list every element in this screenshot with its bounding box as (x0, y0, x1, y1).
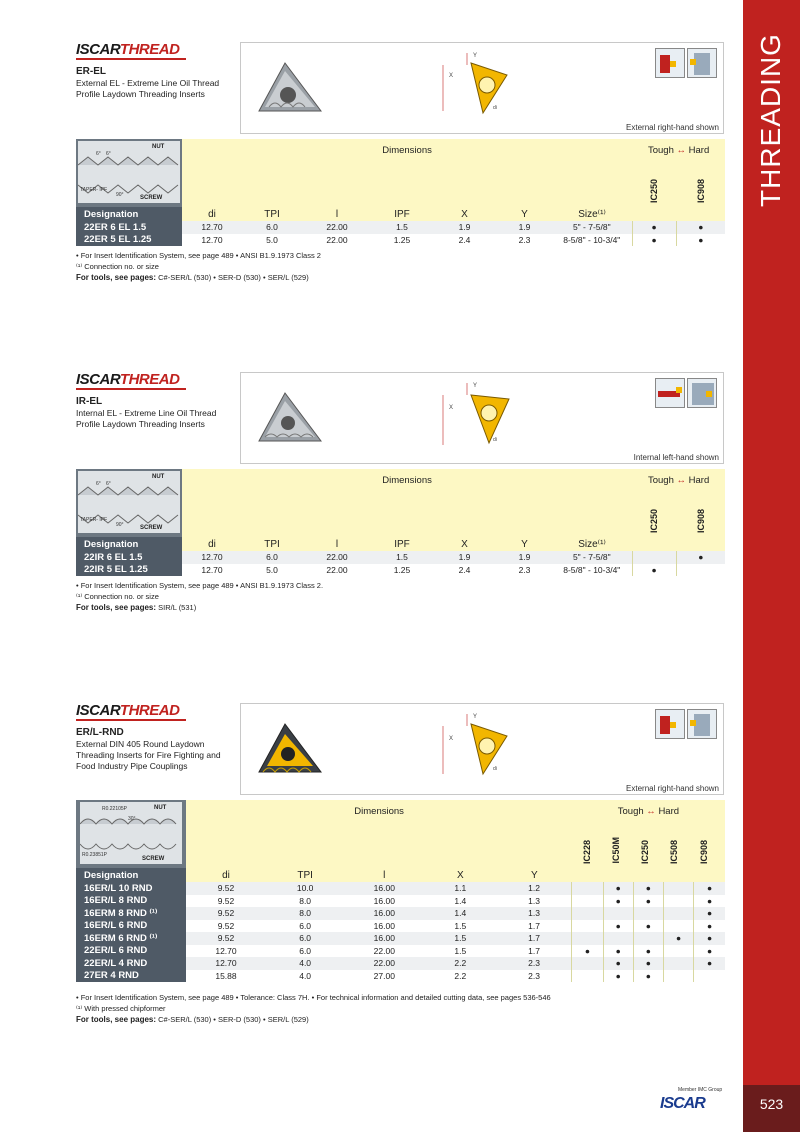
page-number: 523 (743, 1085, 800, 1132)
col-l: l (302, 207, 372, 221)
cell: 8.0 (266, 895, 345, 908)
availability-mark: ● (633, 882, 663, 895)
svg-text:di: di (493, 766, 497, 772)
svg-text:30°: 30° (128, 816, 136, 822)
col-di: di (182, 537, 242, 551)
tool-thumbnails (655, 709, 719, 741)
cell: 12.70 (182, 221, 242, 234)
tools-link[interactable]: C#-SER/L (530) • SER-D (530) • SER/L (529) (158, 273, 309, 282)
svg-text:SCREW: SCREW (142, 856, 165, 862)
product-panel (240, 703, 724, 795)
dimensions-header (182, 139, 632, 207)
cell: 1.9 (497, 221, 552, 234)
table-row (76, 221, 725, 234)
note-line: • For Insert Identification System, see page 489 • Tolerance: Class 7H. • For technical information and detailed cutting data, see pages 536-546 (76, 993, 551, 1002)
grade-ic250: IC250 (649, 508, 660, 533)
svg-text:SCREW: SCREW (140, 525, 163, 531)
cell: 15.88 (186, 970, 265, 983)
availability-mark: ● (603, 957, 633, 970)
cell: 1.4 (424, 907, 497, 920)
table-row (76, 551, 725, 564)
availability-mark (603, 932, 633, 945)
tough-hard-scale: Tough ↔ Hard (647, 475, 710, 486)
availability-mark: ● (663, 932, 693, 945)
cell: 6.0 (242, 221, 302, 234)
table-row (76, 932, 725, 945)
cell: 9.52 (186, 907, 265, 920)
cell: 1.3 (497, 895, 572, 908)
col-x: X (432, 537, 497, 551)
svg-text:6°: 6° (106, 481, 111, 487)
availability-mark (633, 907, 663, 920)
availability-mark: ● (676, 551, 725, 564)
svg-text:90°: 90° (116, 522, 124, 528)
cell: 1.5 (372, 221, 432, 234)
brand-underline (76, 58, 186, 60)
availability-mark: ● (632, 221, 676, 234)
designation: 22ER 6 EL 1.5 (76, 221, 182, 234)
thumbnail-turning (655, 709, 685, 739)
svg-text:di: di (493, 437, 497, 443)
col-l: l (302, 537, 372, 551)
cell: 16.00 (345, 920, 424, 933)
designation-header: Designation (76, 537, 182, 551)
availability-mark: ● (694, 882, 725, 895)
cell: 22.00 (302, 234, 372, 247)
svg-text:TAPER- IPF: TAPER- IPF (80, 517, 108, 523)
cell: 16.00 (345, 882, 424, 895)
col-tpi: TPI (242, 537, 302, 551)
grade-ic228: IC228 (581, 839, 592, 864)
svg-text:Y: Y (473, 714, 478, 720)
designation: 22ER/L 6 RND (76, 945, 186, 958)
cell: 2.2 (424, 957, 497, 970)
cell: 1.2 (497, 882, 572, 895)
grade-ic908: IC908 (695, 508, 706, 533)
availability-mark (572, 970, 603, 983)
cell: 22.00 (302, 551, 372, 564)
cell: 2.3 (497, 564, 552, 577)
table-row (76, 957, 725, 970)
availability-mark: ● (603, 945, 633, 958)
cell: 16.00 (345, 895, 424, 908)
brand-underline (76, 388, 186, 390)
grade-header (632, 139, 725, 207)
cell: 1.7 (497, 945, 572, 958)
availability-mark (632, 551, 676, 564)
table-row (76, 564, 725, 577)
availability-mark (572, 920, 603, 933)
grade-ic908: IC908 (695, 178, 706, 203)
cell: 6.0 (242, 551, 302, 564)
svg-text:di: di (493, 105, 497, 111)
col-y: Y (497, 207, 552, 221)
tough-hard-scale: Tough ↔ Hard (647, 145, 710, 156)
grade-ic508: IC508 (669, 839, 680, 864)
availability-mark: ● (572, 945, 603, 958)
dimensions-header (182, 469, 632, 537)
availability-mark (572, 907, 603, 920)
thread-profile-image (76, 800, 186, 868)
availability-mark: ● (633, 895, 663, 908)
cell: 6.0 (266, 945, 345, 958)
thumbnail-boring (655, 378, 685, 408)
cell: 22.00 (345, 945, 424, 958)
thread-profile-image (76, 469, 182, 537)
thread-profile-diagram (78, 471, 180, 533)
grade-ic250: IC250 (640, 839, 651, 864)
availability-mark (663, 907, 693, 920)
availability-mark (572, 882, 603, 895)
designation: 16ER/L 10 RND (76, 882, 186, 895)
tough-hard-arrow: ↔ (676, 145, 686, 156)
dimensions-title: Dimensions (354, 806, 404, 817)
cell: 22.00 (302, 564, 372, 577)
table-row (76, 945, 725, 958)
insert-dimension-diagram (437, 710, 521, 782)
col-x: X (432, 207, 497, 221)
svg-text:6°: 6° (96, 481, 101, 487)
section-code: ER/L-RND (76, 727, 124, 738)
cell: 2.3 (497, 957, 572, 970)
designation: 16ERM 8 RND ⁽¹⁾ (76, 907, 186, 920)
availability-mark (663, 945, 693, 958)
availability-mark (663, 970, 693, 983)
col-ipf: IPF (372, 207, 432, 221)
availability-mark (572, 957, 603, 970)
cell: 9.52 (186, 895, 265, 908)
availability-mark: ● (603, 920, 633, 933)
svg-text:R0.22105P: R0.22105P (102, 806, 128, 812)
svg-text:6°: 6° (96, 151, 101, 157)
availability-mark (663, 895, 693, 908)
availability-mark: ● (633, 970, 663, 983)
table-row (76, 882, 725, 895)
cell: 12.70 (182, 564, 242, 577)
logo-word: ISCAR (660, 1095, 705, 1112)
cell: 5.0 (242, 234, 302, 247)
svg-text:X: X (449, 736, 454, 742)
cell: 4.0 (266, 970, 345, 983)
availability-mark: ● (676, 221, 725, 234)
section-code: ER-EL (76, 66, 106, 77)
availability-mark (663, 920, 693, 933)
thumbnail-turning (655, 48, 685, 78)
cell: 8.0 (266, 907, 345, 920)
col-tpi: TPI (242, 207, 302, 221)
cell: 1.5 (424, 932, 497, 945)
section-notes (76, 580, 736, 613)
col-size: Size⁽¹⁾ (552, 207, 632, 221)
availability-mark: ● (694, 895, 725, 908)
note-line: ⁽¹⁾ With pressed chipformer (76, 1004, 166, 1013)
cell: 6.0 (266, 920, 345, 933)
svg-text:90°: 90° (116, 192, 124, 198)
section-description: Internal EL - Extreme Line Oil Thread Profile Laydown Threading Inserts (76, 408, 217, 429)
iscar-logo (658, 1087, 738, 1113)
cell: 12.70 (186, 945, 265, 958)
thumbnail-workpiece (687, 48, 717, 78)
designation: 22ER/L 4 RND (76, 957, 186, 970)
thread-profile-diagram (78, 141, 180, 203)
availability-mark: ● (633, 957, 663, 970)
availability-mark: ● (694, 920, 725, 933)
cell: 4.0 (266, 957, 345, 970)
cell: 1.5 (424, 920, 497, 933)
cell: 5" - 7-5/8" (552, 551, 632, 564)
spec-table (76, 800, 725, 982)
svg-text:6°: 6° (106, 151, 111, 157)
tools-reference: For tools, see pages: C#-SER/L (530) • SER-D (530) • SER/L (529) (76, 1015, 309, 1024)
availability-mark: ● (694, 907, 725, 920)
shown-caption: Internal left-hand shown (633, 453, 719, 462)
svg-text:R0.23851P: R0.23851P (82, 852, 108, 858)
note-line: • For Insert Identification System, see page 489 • ANSI B1.9.1973 Class 2 (76, 251, 321, 260)
tough-hard-arrow: ↔ (676, 475, 686, 486)
section-title: THREADING (755, 33, 786, 207)
availability-mark (694, 970, 725, 983)
availability-mark (572, 932, 603, 945)
availability-mark: ● (632, 564, 676, 577)
cell: 1.5 (424, 945, 497, 958)
brand-logo: ISCARTHREAD (76, 41, 180, 58)
brand-underline (76, 719, 186, 721)
cell: 2.3 (497, 970, 572, 983)
cell: 10.0 (266, 882, 345, 895)
svg-text:X: X (449, 405, 454, 411)
section-code: IR-EL (76, 396, 103, 407)
insert-photo (255, 720, 325, 776)
cell: 5.0 (242, 564, 302, 577)
grade-ic50m: IC50M (611, 837, 622, 864)
cell: 9.52 (186, 882, 265, 895)
grade-header (632, 469, 725, 537)
svg-text:NUT: NUT (152, 144, 165, 150)
insert-photo (255, 389, 325, 445)
spec-table (76, 139, 725, 246)
table-row (76, 907, 725, 920)
col-x: X (424, 868, 497, 882)
cell: 22.00 (345, 957, 424, 970)
designation: 22IR 6 EL 1.5 (76, 551, 182, 564)
cell: 1.9 (432, 551, 497, 564)
svg-text:NUT: NUT (152, 474, 165, 480)
section-notes (76, 250, 736, 283)
cell: 9.52 (186, 920, 265, 933)
col-y: Y (497, 537, 552, 551)
availability-mark (663, 957, 693, 970)
availability-mark (633, 932, 663, 945)
cell: 1.4 (424, 895, 497, 908)
cell: 27.00 (345, 970, 424, 983)
col-size: Size⁽¹⁾ (552, 537, 632, 551)
cell: 12.70 (182, 234, 242, 247)
tough-hard-arrow: ↔ (646, 806, 656, 817)
col-ipf: IPF (372, 537, 432, 551)
section-description: External EL - Extreme Line Oil Thread Profile Laydown Threading Inserts (76, 78, 220, 99)
table-row (76, 895, 725, 908)
designation: 16ER/L 6 RND (76, 920, 186, 933)
cell: 6.0 (266, 932, 345, 945)
thread-profile-image (76, 139, 182, 207)
cell: 9.52 (186, 932, 265, 945)
availability-mark: ● (676, 234, 725, 247)
dimensions-title: Dimensions (382, 145, 432, 156)
cell: 1.9 (432, 221, 497, 234)
svg-text:X: X (449, 73, 454, 79)
product-panel (240, 42, 724, 134)
table-row (76, 970, 725, 983)
tools-reference: For tools, see pages: C#-SER/L (530) • SER-D (530) • SER/L (529) (76, 273, 309, 282)
cell: 8-5/8" - 10-3/4" (552, 564, 632, 577)
cell: 1.25 (372, 234, 432, 247)
table-row (76, 920, 725, 933)
tough-hard-scale: Tough ↔ Hard (617, 806, 680, 817)
thread-profile-diagram (80, 802, 182, 864)
col-tpi: TPI (266, 868, 345, 882)
svg-text:Y: Y (473, 383, 478, 389)
designation-header: Designation (76, 207, 182, 221)
col-l: l (345, 868, 424, 882)
availability-mark (676, 564, 725, 577)
designation: 22ER 5 EL 1.25 (76, 234, 182, 247)
tool-thumbnails (655, 378, 719, 410)
tool-thumbnails (655, 48, 719, 80)
col-di: di (186, 868, 265, 882)
svg-text:Y: Y (473, 53, 478, 59)
cell: 1.7 (497, 932, 572, 945)
availability-mark (603, 907, 633, 920)
availability-mark: ● (633, 945, 663, 958)
cell: 16.00 (345, 907, 424, 920)
cell: 2.4 (432, 564, 497, 577)
col-y: Y (497, 868, 572, 882)
tools-reference: For tools, see pages: SIR/L (531) (76, 603, 197, 612)
grade-header (572, 800, 725, 868)
availability-mark: ● (633, 920, 663, 933)
note-line: ⁽¹⁾ Connection no. or size (76, 592, 159, 601)
cell: 2.2 (424, 970, 497, 983)
availability-mark: ● (603, 895, 633, 908)
svg-text:NUT: NUT (154, 805, 167, 811)
designation-header: Designation (76, 868, 186, 882)
cell: 1.5 (372, 551, 432, 564)
svg-text:SCREW: SCREW (140, 195, 163, 201)
designation: 27ER 4 RND (76, 970, 186, 983)
thumbnail-workpiece (687, 378, 717, 408)
availability-mark: ● (603, 970, 633, 983)
grade-ic908: IC908 (698, 839, 709, 864)
cell: 12.70 (186, 957, 265, 970)
product-panel (240, 372, 724, 464)
section-description: External DIN 405 Round Laydown Threading Inserts for Fire Fighting and Food Industry Pipe Couplings (76, 739, 221, 771)
availability-mark (572, 895, 603, 908)
col-di: di (182, 207, 242, 221)
availability-mark: ● (694, 957, 725, 970)
availability-mark: ● (632, 234, 676, 247)
insert-dimension-diagram (437, 49, 521, 121)
dimensions-header (186, 800, 571, 868)
cell: 1.3 (497, 907, 572, 920)
cell: 1.7 (497, 920, 572, 933)
insert-photo (255, 59, 325, 115)
cell: 5" - 7-5/8" (552, 221, 632, 234)
shown-caption: External right-hand shown (626, 784, 719, 793)
spec-table (76, 469, 725, 576)
thumbnail-workpiece (687, 709, 717, 739)
tools-link[interactable]: C#-SER/L (530) • SER-D (530) • SER/L (529) (158, 1015, 309, 1024)
section-notes (76, 992, 736, 1025)
table-row (76, 234, 725, 247)
designation: 16ERM 6 RND ⁽¹⁾ (76, 932, 186, 945)
availability-mark: ● (603, 882, 633, 895)
availability-mark (663, 882, 693, 895)
availability-mark: ● (694, 932, 725, 945)
dimensions-title: Dimensions (382, 475, 432, 486)
insert-dimension-diagram (437, 379, 521, 451)
svg-text:TAPER- IPF: TAPER- IPF (80, 187, 108, 193)
cell: 1.1 (424, 882, 497, 895)
designation: 22IR 5 EL 1.25 (76, 564, 182, 577)
note-line: ⁽¹⁾ Connection no. or size (76, 262, 159, 271)
note-line: • For Insert Identification System, see page 489 • ANSI B1.9.1973 Class 2. (76, 581, 324, 590)
brand-logo: ISCARTHREAD (76, 702, 180, 719)
cell: 22.00 (302, 221, 372, 234)
shown-caption: External right-hand shown (626, 123, 719, 132)
member-text: Member IMC Group (678, 1087, 723, 1093)
brand-logo: ISCARTHREAD (76, 371, 180, 388)
cell: 1.9 (497, 551, 552, 564)
cell: 1.25 (372, 564, 432, 577)
availability-mark: ● (694, 945, 725, 958)
cell: 12.70 (182, 551, 242, 564)
cell: 16.00 (345, 932, 424, 945)
grade-ic250: IC250 (649, 178, 660, 203)
tools-link[interactable]: SIR/L (531) (158, 603, 197, 612)
cell: 2.3 (497, 234, 552, 247)
cell: 2.4 (432, 234, 497, 247)
designation: 16ER/L 8 RND (76, 895, 186, 908)
cell: 8-5/8" - 10-3/4" (552, 234, 632, 247)
